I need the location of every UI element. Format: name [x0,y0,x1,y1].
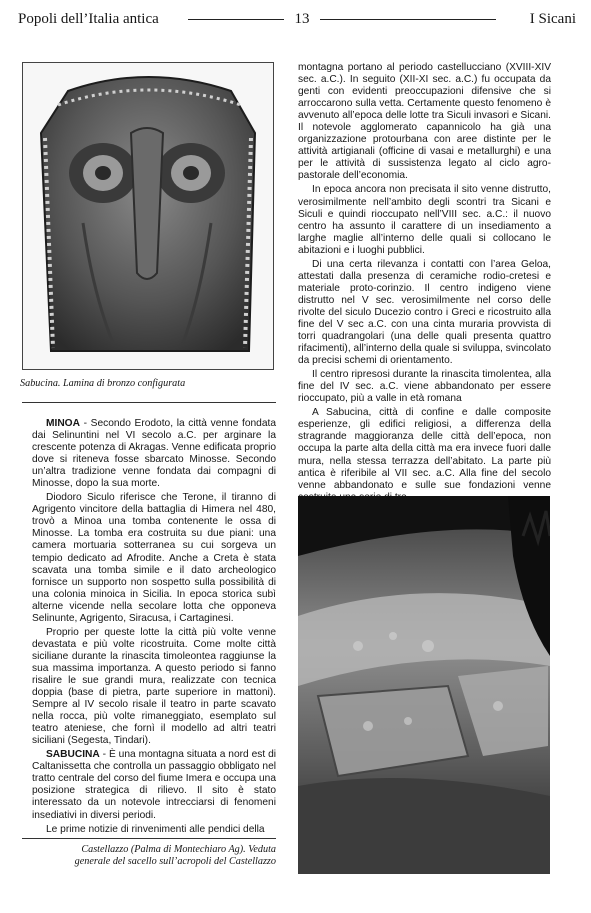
paragraph: montagna portano al periodo castellucciano (XVIII-XIV sec. a.C.). In seguito (XII-XI sec. a.C.) fu occupata da genti con evidenti preoccupazioni difensive che si arroccarono sulla vetta. Certamente questo fenomeno è avvenuto all’epoca delle lotte tra Siculi invasori e Sicani. Il notevole agglomerato capannicolo ha già una organizzazione protourbana con aree distinte per le attività artigianali (officine di vasai e metallurghi) e una per le attività di sussistenza legato al ciclo agro-pastorale dell’economia. [298,62,551,182]
paragraph: In epoca ancora non precisata il sito venne distrutto, verosimilmente nell’ambito degli scontri tra Sicani e Siculi e quindi rioccupato nell’VIII sec. a.C.: il nuovo centro ha assunto il carattere di un insediamento a larghe maglie all’interno delle quali si collocano le abitazioni e i luoghi pubblici. [298,184,551,256]
paragraph: Le prime notizie di rinvenimenti alle pendici della [46,823,265,835]
section-heading: SABUCINA [46,749,100,761]
running-title: Popoli dell’Italia antica [18,11,159,27]
paragraph: A Sabucina, città di confine e dalle composite esperienze, gli edifici religiosi, a differenza della stragrande maggioranza delle città dell’epoca, non occupa la parte alta della città ma era invece fuori dalle mura, nella stessa terrazza dell’abitato. La parte più antica è riferibile al VII sec. a.C. Alla fine del secolo venne abbandonato e sulle sue fondazioni venne [298,407,551,491]
section-heading: MINOA [46,418,80,429]
page-header [18,8,576,30]
paragraph: Il centro ripresosi durante la rinascita timolentea, alla fine del IV sec. a.C. viene abbandonato per essere rioccupato, più a valle in età romana [298,369,551,405]
paragraph: Di una certa rilevanza i contatti con l’area Geloa, attestati dalla presenza di ceramiche rodio-cretesi e materiale proto-corinzio. Il centro indigeno viene distrutto nel V sec. verosimilmente nel corso delle rivolte del siculo Ducezio contro i Greci e ricostruito alla fine del V sec a.C. con una cinta muraria provvista di torri quadrangolari (una delle quali presenta quattro rifacimenti), all’interno della quale si sviluppa, svincolato da precisi schemi di orientamento. [298,258,551,367]
excavation-photo [298,496,550,874]
caption-rule [22,838,276,839]
right-text-column [298,62,551,504]
page-number: 13 [294,11,310,27]
header-rule [188,19,284,20]
paragraph: SABUCINA - È una montagna situata a nord est di Caltanissetta che controlla un passaggio obbligato nel tratto centrale del corso del fiume Imera e occupa una posizione strategica di rilievo. Il sito è stato interessato da un notevole intrecciarsi di fenomeni insediativi in diversi periodi. [32,749,276,821]
chapter-title: I Sicani [529,11,576,27]
caption-rule [22,402,276,403]
excavation-image [298,496,550,874]
bronze-plaque-image [23,63,273,369]
paragraph: Proprio per queste lotte la città più volte venne devastata e più volte ricostruita. Come molte città siciliane durante la rinascita timoleontea raggiunse la sua massima importanza. A questo periodo si fanno risalire le sue grandi mura, realizzate con tecnica doppia (base di pietra, parte superiore in mattoni). Sempre al IV secolo risale il teatro in parte scavato nella rocca, più volte rimaneggiato, esemplato sul teatro ateniese, che fornì il modello ad altri teatri siciliani (Segesta, Tindari). [32,626,276,747]
bronze-plaque-photo [22,62,274,370]
paragraph: Diodoro Siculo riferisce che Terone, il tiranno di Agrigento vincitore della battaglia di Himera nel 480, trovò a Minoa una tomba contenente le ossa di Minosse. La tomba era costruita su due piani: una camera mortuaria sotterranea su cui sorgeva un tempio dedicato ad Afrodite. Anche a Creta è stata scavata una tomba simile e il dato archeologico fornisce un supporto non sospetto sulla possibilità di una colonia minoica in Sicilia. In epoca storica subì alterne vicende nella secolare lotta che opponeva Selinunte, Agrigento, Siracusa, i Cartaginesi. [32,492,276,624]
paragraph: MINOA - Secondo Erodoto, la città venne fondata dai Selinuntini nel VI secolo a.C. per arginare la crescente potenza di Akragas. Venne edificata proprio dove si riteneva fosse sbarcato Minosse. Secondo un’altra tradizione venne fondata dai compagni di Minosse, dopo la sua morte. [32,418,276,490]
figure-caption: Castellazzo (Palma di Montechiaro Ag). Veduta generale del sacello sull’acropoli del Castellazzo [74,844,276,867]
header-rule [320,19,496,20]
left-text-column [32,418,276,836]
figure-caption: Sabucina. Lamina di bronzo configurata [20,378,186,389]
